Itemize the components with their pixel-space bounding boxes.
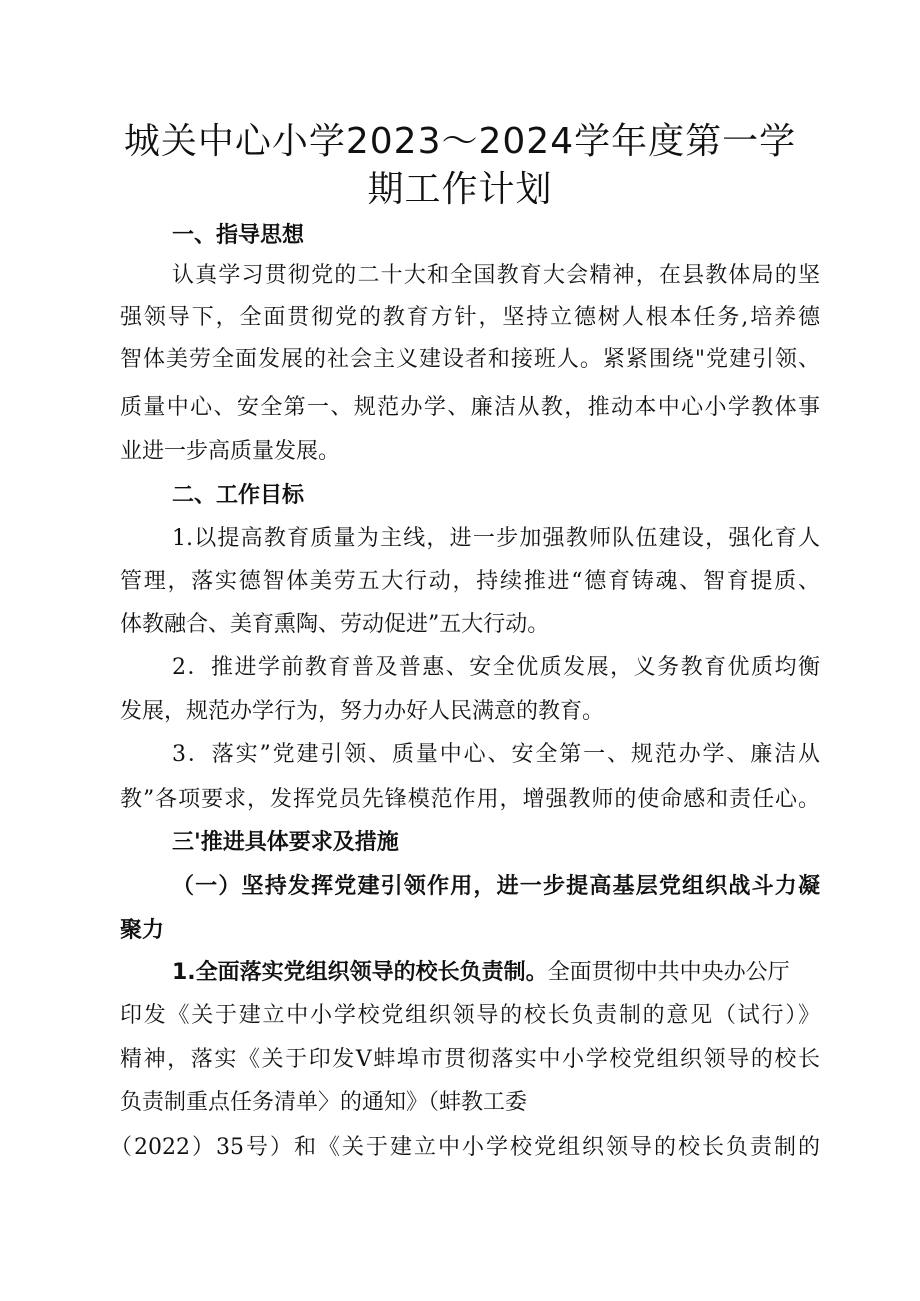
- paragraph-line: 发展，规范办学行为，努力办好人民满意的教育。: [120, 699, 605, 724]
- section-heading-measures: 三'推进具体要求及措施: [172, 830, 399, 855]
- paragraph-line: 1.以提高教育质量为主线，进一步加强教师队伍建设，强化育人: [172, 526, 820, 551]
- paragraph-line: [172, 958, 820, 988]
- paragraph-line: 智体美劳全面发展的社会主义建设者和接班人。紧紧围绕"党建引领、: [120, 347, 820, 372]
- section-heading-guiding-ideology: 一、指导思想: [172, 223, 305, 248]
- paragraph-line: 3．落实”党建引领、质量中心、安全第一、规范办学、廉洁从: [172, 742, 820, 767]
- paragraph-line: 2．推进学前教育普及普惠、安全优质发展，义务教育优质均衡: [172, 655, 820, 680]
- item-text: 全面贯彻中共中央办公厅: [547, 960, 790, 985]
- document-title: 城关中心小学2023～2024学年度第一学期工作计划: [123, 121, 797, 210]
- paragraph-line: 管理，落实德智体美劳五大行动，持续推进“德育铸魂、智育提质、: [120, 569, 820, 594]
- paragraph-line: 精神，落实《关于印发Ⅴ蚌埠市贯彻落实中小学校党组织领导的校长: [120, 1047, 820, 1072]
- paragraph-line: 认真学习贯彻党的二十大和全国教育大会精神，在县教体局的坚: [172, 263, 820, 288]
- paragraph-line: 印发《关于建立中小学校党组织领导的校长负责制的意见（试行）》: [120, 1003, 820, 1028]
- section-heading-work-goals: 二、工作目标: [172, 483, 305, 508]
- subsection-heading: （一）坚持发挥党建引领作用，进一步提高基层党组织战斗力凝: [172, 874, 820, 899]
- paragraph-line: 教”各项要求，发挥党员先锋模范作用，增强教师的使命感和责任心。: [120, 787, 820, 812]
- paragraph-line: 质量中心、安全第一、规范办学、廉洁从教，推动本中心小学教体事: [120, 395, 820, 420]
- item-heading: 1.全面落实党组织领导的校长负责制。: [172, 960, 548, 985]
- paragraph-line: （2022）35号）和《关于建立中小学校党组织领导的校长负责制的: [110, 1135, 820, 1160]
- subsection-heading-continued: 聚力: [120, 918, 165, 943]
- paragraph-line: 业进一步高质量发展。: [120, 439, 341, 464]
- paragraph-line: 体教融合、美育熏陶、劳动促进”五大行动。: [120, 612, 550, 637]
- paragraph-line: 负责制重点任务清单〉的通知》（蚌教工委: [120, 1090, 528, 1115]
- paragraph-line: 强领导下，全面贯彻党的教育方针，坚持立德树人根本任务,培养德: [120, 305, 820, 330]
